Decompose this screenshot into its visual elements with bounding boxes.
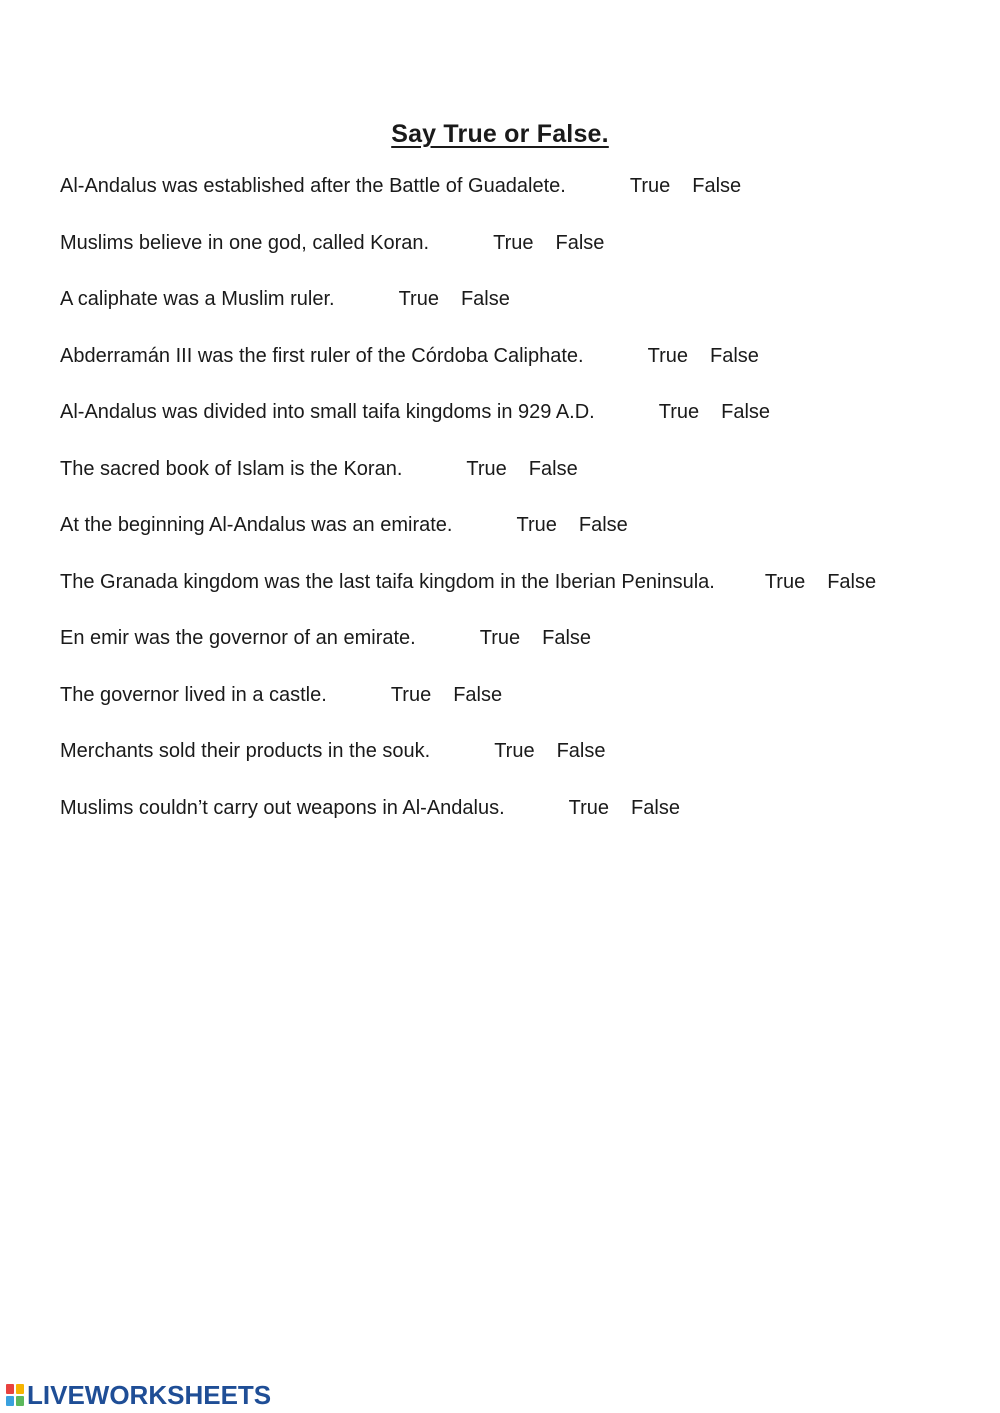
question-text: Al-Andalus was established after the Battle of Guadalete. <box>60 175 566 197</box>
question-text: Merchants sold their products in the souk. <box>60 740 431 762</box>
true-option[interactable]: True <box>479 627 521 649</box>
false-option[interactable]: False <box>528 457 578 480</box>
question-row-10 <box>60 677 980 734</box>
question-row-8 <box>60 564 980 621</box>
logo-blocks-icon <box>6 1384 24 1406</box>
false-option[interactable]: False <box>631 796 680 819</box>
question-text: Al-Andalus was divided into small taifa kingdoms in 929 A.D. <box>60 401 595 423</box>
false-option[interactable]: False <box>542 627 592 649</box>
false-option[interactable]: False <box>578 514 628 536</box>
true-option[interactable]: True <box>658 401 700 423</box>
true-option[interactable]: True <box>398 288 439 310</box>
logo-block <box>6 1384 14 1394</box>
logo-text: LIVEWORKSHEETS <box>27 1379 272 1410</box>
page-title: Say True or False. <box>391 120 609 148</box>
question-text: The sacred book of Islam is the Koran. <box>60 457 403 480</box>
question-text: At the beginning Al-Andalus was an emirate. <box>60 514 453 536</box>
true-option[interactable]: True <box>493 231 534 254</box>
question-text: Muslims believe in one god, called Koran. <box>60 231 430 254</box>
false-option[interactable]: False <box>460 288 510 310</box>
false-option[interactable]: False <box>555 231 605 254</box>
true-option[interactable]: True <box>764 570 806 593</box>
question-row-6 <box>60 451 980 508</box>
question-row-9 <box>60 620 980 677</box>
question-text: En emir was the governor of an emirate. <box>60 627 416 649</box>
question-text: Muslims couldn’t carry out weapons in Al-Andalus. <box>60 796 505 819</box>
liveworksheets-logo <box>6 1380 271 1410</box>
question-text: A caliphate was a Muslim ruler. <box>60 288 335 310</box>
question-text: Abderramán III was the first ruler of the Córdoba Caliphate. <box>60 344 584 367</box>
false-option[interactable]: False <box>692 175 742 197</box>
true-option[interactable]: True <box>629 175 671 197</box>
question-row-11 <box>60 733 980 790</box>
question-row-3 <box>60 281 980 338</box>
false-option[interactable]: False <box>556 740 606 762</box>
question-text: The governor lived in a castle. <box>60 683 327 706</box>
true-option[interactable]: True <box>647 344 688 367</box>
true-option[interactable]: True <box>568 796 610 819</box>
question-row-1 <box>60 168 980 225</box>
question-list <box>60 168 980 846</box>
question-row-2 <box>60 225 980 282</box>
true-option[interactable]: True <box>494 740 535 762</box>
question-text: The Granada kingdom was the last taifa kingdom in the Iberian Peninsula. <box>60 570 715 593</box>
question-row-5 <box>60 394 980 451</box>
question-row-7 <box>60 507 980 564</box>
false-option[interactable]: False <box>709 344 759 367</box>
logo-block <box>16 1396 24 1406</box>
false-option[interactable]: False <box>721 401 771 423</box>
false-option[interactable]: False <box>453 683 503 706</box>
true-option[interactable]: True <box>466 457 507 480</box>
true-option[interactable]: True <box>516 514 557 536</box>
logo-block <box>16 1384 24 1394</box>
true-option[interactable]: True <box>390 683 432 706</box>
question-row-12 <box>60 790 980 847</box>
false-option[interactable]: False <box>827 570 877 593</box>
question-row-4 <box>60 338 980 395</box>
logo-block <box>6 1396 14 1406</box>
